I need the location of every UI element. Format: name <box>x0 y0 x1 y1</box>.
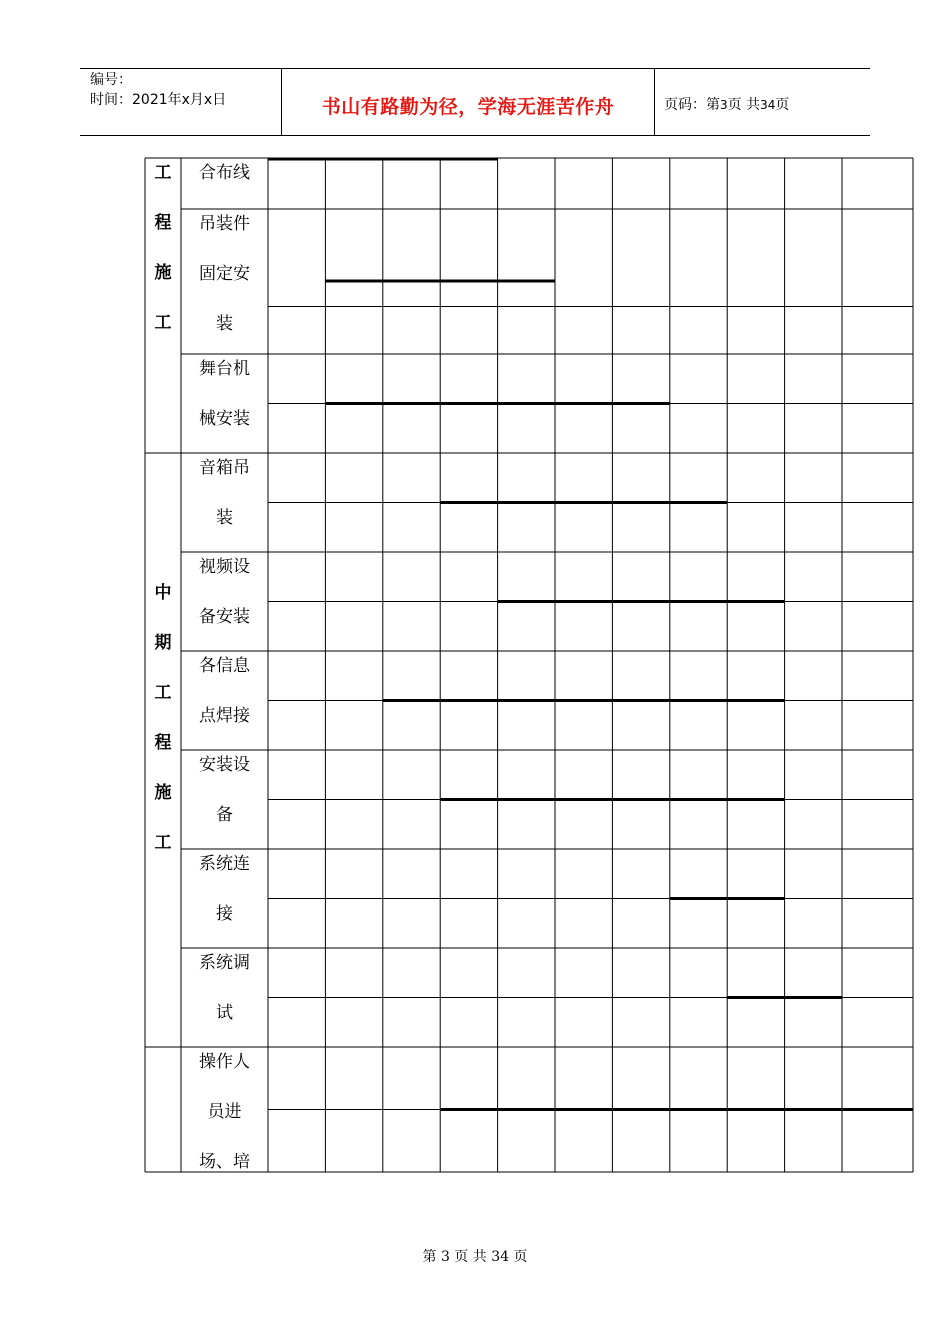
task-label <box>181 1037 268 1187</box>
category-label-char: 工 <box>154 683 172 703</box>
page-footer: 第 3 页 共 34 页 <box>422 1249 528 1265</box>
task-label-line: 音箱吊 <box>199 458 250 478</box>
task-label-line: 视频设 <box>199 557 250 577</box>
task-label <box>181 839 268 939</box>
task-label-line: 场、培 <box>199 1152 250 1172</box>
header-motto: 书山有路勤为径，学海无涯苦作舟 <box>321 96 615 118</box>
task-label-line: 操作人 <box>199 1052 250 1072</box>
category-label-char: 程 <box>154 213 172 233</box>
task-label-line: 械安装 <box>199 409 250 429</box>
serial-number-label: 编号： <box>90 72 132 88</box>
page-mid: 页 共 <box>727 97 761 113</box>
task-label-line: 接 <box>216 904 233 924</box>
page-suffix: 页 <box>775 97 790 113</box>
task-label-line: 合布线 <box>199 163 250 183</box>
task-label <box>181 199 268 349</box>
task-label-line: 点焊接 <box>199 706 250 726</box>
task-label <box>181 148 268 198</box>
page-current: 3 <box>720 98 728 112</box>
task-label-line: 备 <box>216 805 233 825</box>
task-label-line: 试 <box>216 1003 233 1023</box>
category-label-char: 工 <box>154 833 172 853</box>
page-total: 34 <box>760 98 776 112</box>
category-label <box>145 568 181 868</box>
task-label <box>181 740 268 840</box>
category-label-char: 期 <box>154 633 172 653</box>
task-label <box>181 641 268 741</box>
task-label-line: 员进 <box>207 1102 242 1122</box>
task-label-line: 固定安 <box>199 264 250 284</box>
task-label-line: 吊装件 <box>199 214 250 234</box>
task-label-line: 安装设 <box>199 755 250 775</box>
category-label-char: 工 <box>154 163 172 183</box>
task-label <box>181 443 268 543</box>
category-label-char: 工 <box>154 313 172 333</box>
task-label-line: 装 <box>216 314 233 334</box>
task-label-line: 各信息 <box>199 656 250 676</box>
category-label-char: 施 <box>154 263 172 283</box>
date-label: 时间：2021年x月x日 <box>90 92 227 108</box>
task-label-line: 舞台机 <box>199 359 250 379</box>
page-prefix: 页码：第 <box>664 97 720 113</box>
task-label <box>181 344 268 444</box>
category-label-char: 程 <box>154 733 172 753</box>
task-label-line: 系统调 <box>199 953 250 973</box>
task-label <box>181 938 268 1038</box>
category-label-char: 中 <box>154 583 172 603</box>
category-label <box>145 148 181 348</box>
task-label-line: 装 <box>216 508 233 528</box>
task-label-line: 备安装 <box>199 607 250 627</box>
task-label-line: 系统连 <box>199 854 250 874</box>
category-label-char: 施 <box>154 783 172 803</box>
task-label <box>181 542 268 642</box>
